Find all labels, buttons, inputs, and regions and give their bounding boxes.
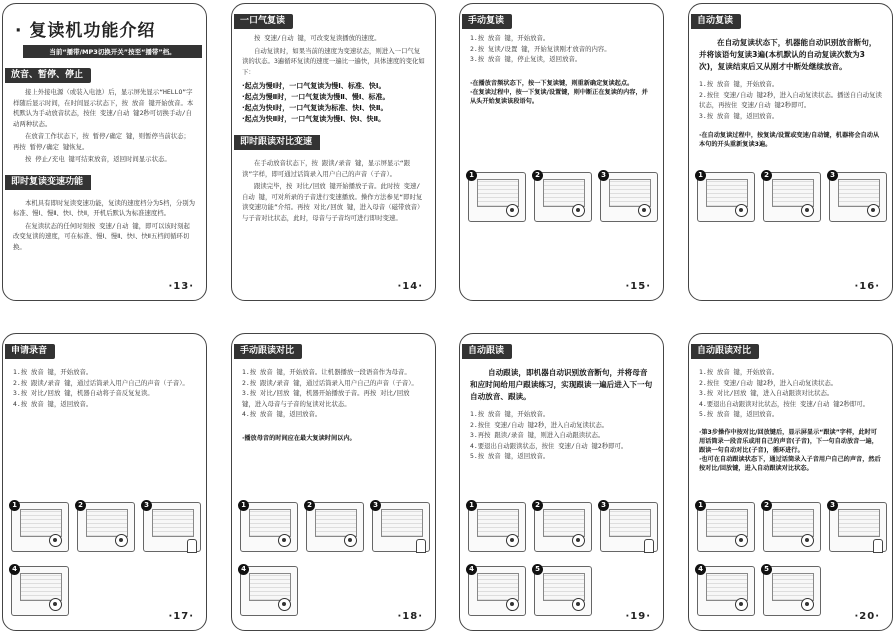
section-heading-record: 申请录音: [5, 344, 55, 359]
screen-icon: [609, 509, 651, 537]
figure-number: 1: [695, 170, 706, 181]
page-number: ·16·: [854, 281, 880, 292]
device-figure: [600, 502, 658, 552]
device-figure: [77, 502, 135, 552]
button-icon: [344, 534, 357, 547]
screen-icon: [838, 509, 880, 537]
notes: ·在自动复读过程中，按复读/设置或变速/自动键，机器将会自动从本句的开头重新复读3遍。: [699, 132, 880, 148]
figure-number: 1: [238, 500, 249, 511]
device-figure: [763, 502, 821, 552]
figure-number: 2: [532, 500, 543, 511]
figure-number: 4: [695, 564, 706, 575]
figure-number: 1: [9, 500, 20, 511]
device-figure: [11, 502, 69, 552]
section-text: 按 变速/自动 键，可改变复读播放的速度。 自动复读时，如果当前的速度为变速状态，则进入一口气复读的状态。3遍循环复读的速度一遍比一遍快，具体速度的变化如下：: [242, 34, 425, 76]
steps: 1.按 放音 键，开始放音。 2.按住 变速/自动 键2秒，进入自动复读状态。 3.再按 跟读/录音 键，则进入自动跟读状态。 4.要退出自动跟读状态，按住 变速/自动 键2秒即可。 5.按 放音 键，返回放音。: [470, 410, 628, 460]
figure-number: 2: [75, 500, 86, 511]
device-figure: [534, 172, 592, 222]
notes: ·第3步操作中按对比/回放键后，显示屏显示“跟读”字样，此时可用话筒录一段音乐或用自己的声音(子音)，下一句自动放音一遍，跟读一句自动对比(子音)，循环进行。 ·也可在自动跟读状态下，通过话筒录入子音用户自己的声音，然后按对比/回放键，进入自动跟读对比状态。: [699, 428, 881, 472]
screen-icon: [706, 573, 748, 601]
page-title: · 复读机功能介绍: [15, 21, 156, 41]
steps: 1.按 放音 键，开始放音。 2.按 跟读/录音 键，通过话筒录入用户自己的声音（子音）。 3.按 对比/回放 键，机器自动将子音反复复读。 4.按 放音 键，返回放音。: [13, 368, 189, 408]
figure-number: 3: [598, 170, 609, 181]
section-heading-auto-follow: 自动跟读: [462, 344, 512, 359]
figure-number: 1: [695, 500, 706, 511]
figure-number: 5: [532, 564, 543, 575]
page-14: [231, 3, 436, 301]
section-text: 接上外接电源（或装入电池）后，显示屏先显示“HELLO”字样随后显示时间，在时间显示状态下，按 放音 键开始放音。本机默认为手动放音状态，按住 变速/自动 键2秒可切换手动/自动两种状态。 在放音工作状态下，按 暂停/确定 键，则暂停当前状态；再按 暂停/确定 键恢复。 按 停止/充电 键可结束放音，返回时间显示状态。: [13, 88, 194, 163]
button-icon: [801, 598, 814, 611]
screen-icon: [772, 509, 814, 537]
button-icon: [49, 598, 62, 611]
figure-number: 2: [304, 500, 315, 511]
microphone-icon: [187, 539, 197, 553]
button-icon: [572, 204, 585, 217]
button-icon: [572, 598, 585, 611]
device-figure: [697, 172, 755, 222]
screen-icon: [315, 509, 357, 537]
device-figure: [11, 566, 69, 616]
device-figure: [600, 172, 658, 222]
screen-icon: [20, 573, 62, 601]
device-figure: [468, 172, 526, 222]
device-figure: [306, 502, 364, 552]
screen-icon: [772, 573, 814, 601]
screen-icon: [838, 179, 880, 207]
page-17: [2, 333, 207, 631]
section-heading-auto-repeat: 自动复读: [691, 14, 741, 29]
microphone-icon: [416, 539, 426, 553]
screen-icon: [543, 179, 585, 207]
figure-number: 3: [827, 500, 838, 511]
device-figure: [763, 172, 821, 222]
button-icon: [801, 204, 814, 217]
screen-icon: [152, 509, 194, 537]
device-figure: [697, 566, 755, 616]
screen-icon: [543, 509, 585, 537]
device-figure: [829, 502, 887, 552]
button-icon: [506, 534, 519, 547]
section-heading-follow-compare: 即时跟读对比变速: [234, 135, 320, 150]
figure-number: 4: [466, 564, 477, 575]
device-figure: [468, 566, 526, 616]
screen-icon: [381, 509, 423, 537]
figure-number: 2: [761, 500, 772, 511]
notes: ·在播放音频状态下，按一下复读键，则重新确定复读起点。 ·在复读过程中，按一下复读/设置键，则中断正在复读的内容，并从头开始复读该段语句。: [470, 79, 648, 105]
screen-icon: [20, 509, 62, 537]
figure-row: [11, 566, 69, 616]
page-number: ·17·: [168, 611, 194, 622]
button-icon: [506, 598, 519, 611]
figure-number: 3: [141, 500, 152, 511]
screen-icon: [609, 179, 651, 207]
device-figure: [534, 502, 592, 552]
screen-icon: [477, 179, 519, 207]
section-text: 本机具有即时复读变速功能，复读的速度档分为5档，分别为标准、慢Ⅰ、慢Ⅱ、快Ⅰ、快Ⅱ，开机后默认为标准速度档。 在复读状态的任何时刻按 变速/自动 键，即可以该时刻起改变复读的速度，可在标准、慢Ⅰ、慢Ⅱ、快Ⅰ、快Ⅱ五档间循环切换。: [13, 198, 196, 251]
figure-row: [240, 502, 430, 552]
screen-icon: [477, 509, 519, 537]
steps: 1.按 放音 键，开始放音。 2.按 复读/设置 键，开始复读刚才放音的内容。 3.按 放音 键，停止复读，返回放音。: [470, 34, 611, 63]
section-text: 在手动放音状态下，按 跟读/录音 键，显示屏显示“跟读”字样，即可通过话筒录入用户自己的声音（子音）。 跟读完毕，按 对比/回放 键开始播放子音。此时按 变速/自动 键，可对所录的子音进行变速播放。操作方法参见“即时复读变速功能”介绍。再按 对比/回放 键，进入母音（磁带放音）与子音对比状态，此时，母音与子音均可进行即时变速。: [242, 159, 424, 222]
button-icon: [278, 598, 291, 611]
button-icon: [506, 204, 519, 217]
device-figure: [372, 502, 430, 552]
figure-number: 3: [827, 170, 838, 181]
screen-icon: [249, 509, 291, 537]
screen-icon: [477, 573, 519, 601]
microphone-icon: [644, 539, 654, 553]
page-number: ·20·: [854, 611, 880, 622]
steps: 1.按 放音 键，开始放音。 2.按住 变速/自动 键2秒，进入自动复读状态。播送自自动复读状态，再按住 变速/自动 键2秒即可。 3.按 放音 键，返回放音。: [699, 80, 882, 120]
button-icon: [49, 534, 62, 547]
button-icon: [638, 204, 651, 217]
page-number: ·13·: [168, 281, 194, 292]
page-number: ·18·: [397, 611, 423, 622]
button-icon: [735, 598, 748, 611]
device-figure: [143, 502, 201, 552]
microphone-icon: [873, 539, 883, 553]
button-icon: [572, 534, 585, 547]
figure-number: 3: [598, 500, 609, 511]
figure-row: [697, 172, 887, 222]
section-heading-manual-repeat: 手动复读: [462, 14, 512, 29]
figure-row: [11, 502, 201, 552]
page-number: ·15·: [625, 281, 651, 292]
page-19: [459, 333, 664, 631]
figure-row: [468, 172, 658, 222]
figure-number: 2: [532, 170, 543, 181]
steps: 1.按 放音 键，开始放音。 2.按住 变速/自动 键2秒，进入自动复读状态。 3.按 对比/回放 键，进入自动跟读对比状态。 4.要退出自动跟读对比状态，按住 变速/自动 键2秒即可。 5.按 放音 键，返回放音。: [699, 368, 870, 418]
device-figure: [240, 502, 298, 552]
page-13: [2, 3, 207, 301]
device-figure: [697, 502, 755, 552]
mode-note-banner: 当前“播带/MP3切换开关”按至“播带”档。: [23, 45, 202, 58]
device-figure: [763, 566, 821, 616]
screen-icon: [706, 179, 748, 207]
button-icon: [867, 204, 880, 217]
device-figure: [468, 502, 526, 552]
device-figure: [534, 566, 592, 616]
button-icon: [735, 204, 748, 217]
figure-number: 4: [238, 564, 249, 575]
figure-number: 4: [9, 564, 20, 575]
screen-icon: [86, 509, 128, 537]
button-icon: [278, 534, 291, 547]
page-18: [231, 333, 436, 631]
page-20: [688, 333, 893, 631]
button-icon: [801, 534, 814, 547]
notes: ·播放母音的时间应在最大复读时间以内。: [242, 434, 356, 442]
figure-row: [468, 502, 658, 552]
page-number: ·14·: [397, 281, 423, 292]
figure-row: [697, 502, 887, 552]
intro-text: 在自动复读状态下，机器能自动识别放音断句，并将该语句复读3遍(本机默认的自动复读次数为3次)，复读结束后又从刚才中断处继续放音。: [699, 38, 877, 71]
section-heading-instant-speed: 即时复读变速功能: [5, 175, 91, 190]
section-heading-manual-follow: 手动跟读对比: [234, 344, 302, 359]
page-number: ·19·: [625, 611, 651, 622]
steps: 1.按 放音 键，开始放音。让机器播放一段语音作为母音。 2.按 跟读/录音 键，通过话筒录入用户自己的声音（子音）。 3.按 对比/回放 键，机器开始播放子音。再按 对比/回放 键，进入母音与子音的复读对比状态。 4.按 放音 键，返回放音。: [242, 368, 418, 418]
button-icon: [115, 534, 128, 547]
button-icon: [735, 534, 748, 547]
screen-icon: [543, 573, 585, 601]
screen-icon: [706, 509, 748, 537]
figure-row: [697, 566, 821, 616]
device-figure: [240, 566, 298, 616]
figure-number: 2: [761, 170, 772, 181]
intro-text: 自动跟读，即机器自动识别放音断句，并将母音和应时间给用户跟读练习，实现跟读一遍后进入下一句自动放音、跟读。: [470, 368, 653, 401]
section-heading-one-breath: 一口气复读: [234, 14, 293, 29]
figure-number: 1: [466, 170, 477, 181]
figure-row: [468, 566, 592, 616]
screen-icon: [249, 573, 291, 601]
figure-number: 3: [370, 500, 381, 511]
figure-number: 1: [466, 500, 477, 511]
device-figure: [829, 172, 887, 222]
figure-row: [240, 566, 298, 616]
section-heading-play-pause-stop: 放音、暂停、停止: [5, 68, 91, 83]
section-heading-auto-follow-compare: 自动跟读对比: [691, 344, 759, 359]
page-15: [459, 3, 664, 301]
speed-list: ·起点为慢Ⅰ时，一口气复读为慢Ⅰ、标准、快Ⅰ。 ·起点为慢Ⅱ时，一口气复读为慢Ⅱ、慢Ⅰ、标准。 ·起点为快Ⅰ时，一口气复读为标准、快Ⅰ、快Ⅱ。 ·起点为快Ⅱ时，一口气复读为慢Ⅰ、快Ⅰ、快Ⅱ。: [242, 82, 390, 123]
screen-icon: [772, 179, 814, 207]
figure-number: 5: [761, 564, 772, 575]
page-16: [688, 3, 893, 301]
